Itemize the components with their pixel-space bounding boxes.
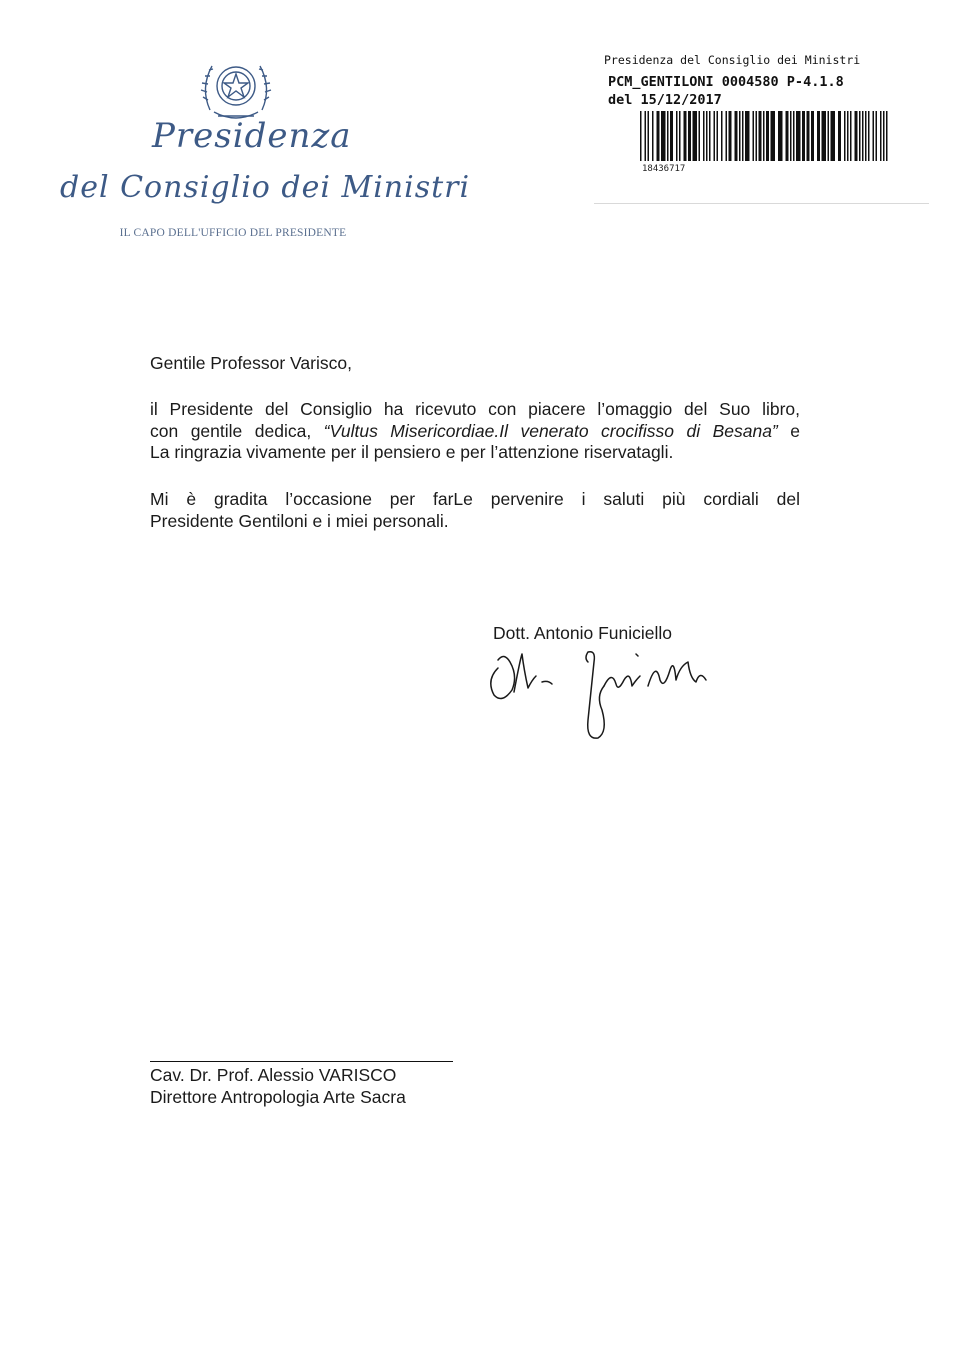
letterhead-consiglio: del Consiglio dei Ministri	[60, 170, 471, 205]
barcode-bar	[790, 111, 792, 161]
barcode-bar	[822, 111, 827, 161]
barcode-bar	[771, 111, 776, 161]
recipient-divider	[150, 1061, 453, 1062]
barcode-bar	[667, 111, 669, 161]
barcode-bar	[807, 111, 810, 161]
barcode-bar	[850, 111, 852, 161]
barcode-bar	[706, 111, 708, 161]
barcode-bar	[855, 111, 858, 161]
barcode	[640, 111, 890, 161]
barcode-bar	[735, 111, 738, 161]
barcode-bar	[721, 111, 723, 161]
barcode-bar	[648, 111, 650, 161]
barcode-bar	[766, 111, 769, 161]
barcode-bar	[883, 111, 885, 161]
barcode-bar	[717, 111, 719, 161]
paragraph-line	[150, 421, 800, 443]
letterhead-office: IL CAPO DELL'UFFICIO DEL PRESIDENTE	[119, 227, 347, 239]
barcode-bar	[753, 111, 755, 161]
barcode-bar	[844, 111, 846, 161]
text-fragment: e	[777, 420, 800, 441]
barcode-bar	[831, 111, 836, 161]
stamp-organization: Presidenza del Consiglio dei Ministri	[604, 53, 861, 67]
barcode-bar	[778, 111, 783, 161]
paragraph-greetings	[150, 489, 800, 532]
barcode-bar	[876, 111, 878, 161]
letterhead-presidenza: Presidenza	[152, 116, 352, 156]
barcode-bar	[811, 111, 814, 161]
barcode-bar	[661, 111, 666, 161]
barcode-bar	[652, 111, 654, 161]
paragraph-acknowledgement	[150, 399, 800, 464]
barcode-bar	[763, 111, 765, 161]
barcode-bar	[838, 111, 841, 161]
paragraph-line: La ringrazia vivamente per il pensiero e per l’attenzione riservatagli.	[150, 442, 674, 462]
barcode-bar	[742, 111, 744, 161]
stamp-protocol: PCM_GENTILONI 0004580 P-4.1.8	[608, 74, 844, 90]
barcode-bar	[880, 111, 882, 161]
salutation: Gentile Professor Varisco,	[150, 353, 352, 373]
barcode-bar	[868, 111, 870, 161]
barcode-bar	[786, 111, 789, 161]
barcode-bar	[739, 111, 741, 161]
barcode-bar	[714, 111, 716, 161]
barcode-bar	[670, 111, 673, 161]
barcode-bar	[862, 111, 864, 161]
barcode-bar	[817, 111, 820, 161]
sender-name: Dott. Antonio Funiciello	[493, 623, 672, 643]
barcode-bar	[688, 111, 691, 161]
book-title: “Vultus Misericordiae.Il venerato crocifisso di Besana”	[323, 420, 778, 441]
barcode-bar	[693, 111, 698, 161]
paragraph-line: Mi è gradita l’occasione per farLe pervenire i saluti più cordiali del	[150, 489, 800, 509]
stamp-divider	[594, 203, 929, 204]
paragraph-line: il Presidente del Consiglio ha ricevuto con piacere l’omaggio del Suo libro,	[150, 399, 800, 419]
barcode-bar	[756, 111, 758, 161]
barcode-bar	[645, 111, 647, 161]
barcode-bar	[865, 111, 867, 161]
barcode-bar	[699, 111, 701, 161]
text-fragment: con gentile dedica,	[150, 420, 324, 441]
barcode-bar	[796, 111, 801, 161]
barcode-bar	[729, 111, 732, 161]
barcode-bar	[684, 111, 687, 161]
recipient-title: Direttore Antropologia Arte Sacra	[150, 1087, 406, 1107]
barcode-number: 18436717	[642, 164, 686, 174]
paragraph-line: Presidente Gentiloni e i miei personali.	[150, 510, 449, 531]
barcode-bar	[640, 111, 642, 161]
barcode-bar	[802, 111, 805, 161]
barcode-bar	[657, 111, 660, 161]
barcode-bar	[873, 111, 875, 161]
barcode-bar	[709, 111, 711, 161]
barcode-bar	[859, 111, 861, 161]
barcode-bar	[793, 111, 795, 161]
barcode-bar	[676, 111, 678, 161]
barcode-bar	[726, 111, 728, 161]
barcode-bar	[847, 111, 849, 161]
barcode-bar	[679, 111, 681, 161]
handwritten-signature	[484, 640, 724, 745]
barcode-bar	[759, 111, 762, 161]
recipient-name: Cav. Dr. Prof. Alessio VARISCO	[150, 1065, 397, 1085]
barcode-bar	[745, 111, 750, 161]
barcode-bar	[703, 111, 705, 161]
barcode-bar	[886, 111, 888, 161]
stamp-date: del 15/12/2017	[608, 92, 722, 108]
barcode-bar	[828, 111, 830, 161]
